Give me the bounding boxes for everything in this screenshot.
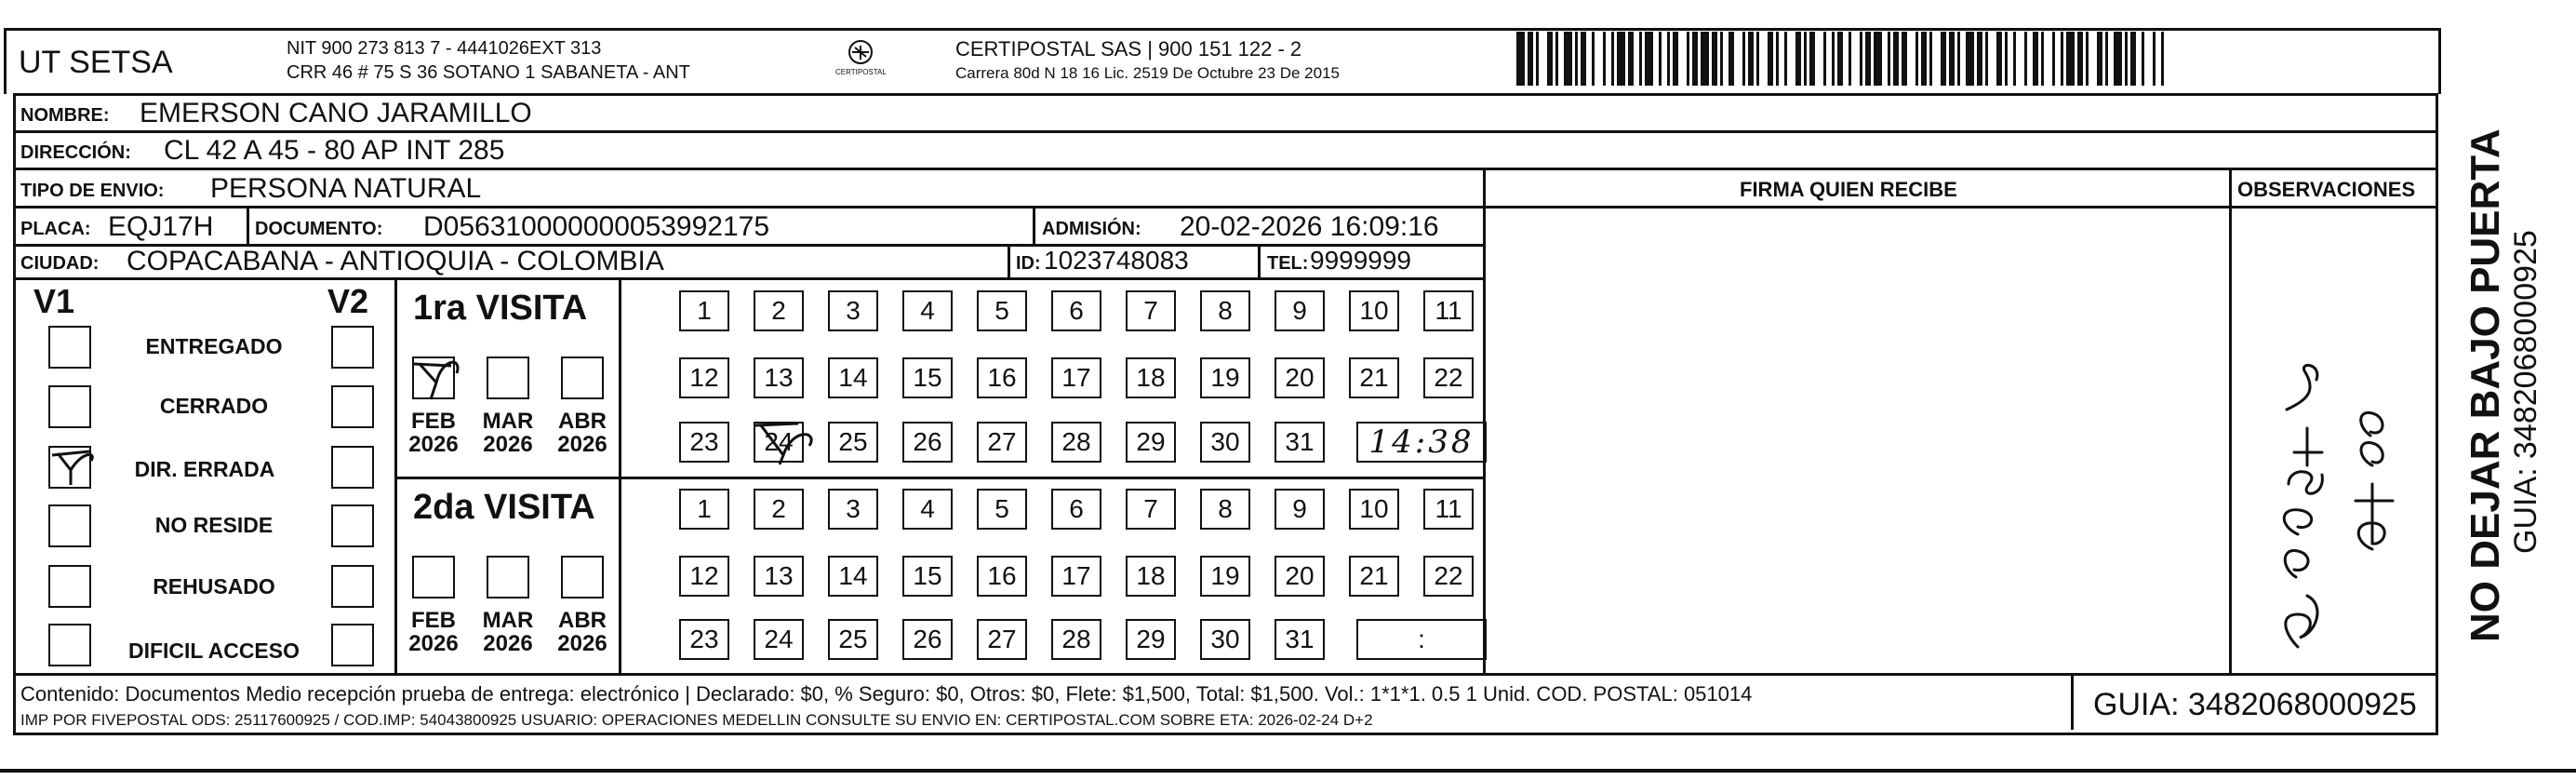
barcode-bar	[2033, 32, 2038, 86]
second-visit-day-number: 26	[913, 625, 942, 653]
row-divider	[13, 168, 2436, 170]
first-visit-day-box[interactable]	[1200, 290, 1250, 331]
second-visit-day-number: 6	[1069, 494, 1084, 523]
address-line: CRR 46 # 75 S 36 SOTANO 1 SABANETA - ANT	[287, 62, 690, 83]
second-visit-day-number: 11	[1435, 494, 1462, 523]
barcode-bar	[1949, 32, 1955, 86]
v1-checkbox-dir-errada[interactable]	[48, 446, 91, 489]
first-visit-month-feb-box[interactable]	[412, 356, 455, 399]
barcode-bar	[1837, 32, 1843, 86]
first-visit-month-abr-box[interactable]	[561, 356, 604, 399]
nombre-label: NOMBRE:	[20, 105, 110, 126]
barcode-bar	[2052, 32, 2055, 86]
first-visit-day-box[interactable]	[1349, 357, 1399, 398]
barcode-bar	[1804, 32, 1807, 86]
second-visit-day-number: 20	[1285, 561, 1315, 590]
first-visit-month-mar-label	[475, 410, 541, 456]
barcode-bar	[1645, 32, 1653, 86]
barcode-bar	[2086, 32, 2089, 86]
first-visit-day-number: 31	[1285, 427, 1315, 456]
barcode-bar	[1941, 32, 1946, 86]
ciudad-value: COPACABANA - ANTIOQUIA - COLOMBIA	[127, 246, 664, 276]
second-visit-day-box[interactable]	[828, 619, 878, 660]
barcode-bar	[2097, 32, 2102, 86]
second-visit-day-box[interactable]	[754, 489, 804, 530]
second-visit-day-box[interactable]	[1200, 619, 1250, 660]
barcode-bar	[1547, 32, 1553, 86]
barcode-bar	[1639, 32, 1642, 86]
id-value: 1023748083	[1044, 246, 1189, 275]
barcode-bar	[1795, 32, 1801, 86]
nit-line: NIT 900 273 813 7 - 4441026EXT 313	[287, 38, 602, 59]
first-visit-day-box[interactable]	[1349, 290, 1399, 331]
first-visit-day-number: 16	[987, 363, 1017, 392]
second-visit-day-number: 24	[764, 625, 794, 653]
documento-value: D056310000000053992175	[423, 211, 770, 242]
barcode-bar	[1996, 32, 2002, 86]
first-visit-day-box[interactable]	[1126, 422, 1176, 463]
first-visit-day-box[interactable]	[1423, 357, 1474, 398]
row-divider	[1483, 206, 2436, 208]
row-divider	[13, 130, 2436, 133]
first-visit-day-box[interactable]	[679, 290, 729, 331]
col-divider	[619, 277, 621, 673]
v2-checkbox-entregado[interactable]	[331, 326, 374, 369]
barcode-bar	[1564, 32, 1572, 86]
first-visit-time-value: 14:38	[1368, 424, 1475, 461]
first-visit-title: 1ra VISITA	[413, 289, 588, 328]
barcode-bar	[1592, 32, 1595, 86]
second-visit-day-number: 1	[697, 494, 712, 523]
barcode-bar	[1756, 32, 1759, 86]
second-visit-day-number: 28	[1061, 625, 1091, 653]
second-visit-day-number: 29	[1136, 625, 1166, 653]
second-visit-day-number: 7	[1143, 494, 1158, 523]
barcode-bar	[1823, 32, 1826, 86]
first-visit-day-number: 11	[1435, 296, 1462, 325]
second-visit-month-mar-label	[475, 609, 541, 655]
col-divider	[1008, 244, 1010, 277]
first-visit-day-number: 23	[689, 427, 719, 456]
second-visit-day-box[interactable]	[1200, 489, 1250, 530]
no-dejar-bajo-puerta-warning: NO DEJAR BAJO PUERTA	[2463, 128, 2508, 642]
first-visit-day-box[interactable]	[977, 290, 1027, 331]
second-visit-day-number: 5	[994, 494, 1009, 523]
first-visit-day-number: 25	[838, 427, 868, 456]
month-year: 2026	[408, 432, 459, 458]
second-visit-day-box[interactable]	[1275, 489, 1325, 530]
col-divider	[1033, 206, 1035, 244]
certipostal-line: CERTIPOSTAL SAS | 900 151 122 - 2	[955, 37, 1302, 61]
second-visit-day-box[interactable]	[828, 556, 878, 597]
first-visit-day-number: 13	[764, 363, 794, 392]
first-visit-day-number: 21	[1359, 363, 1389, 392]
second-visit-month-feb-box[interactable]	[412, 556, 455, 598]
first-visit-day-box[interactable]	[902, 422, 953, 463]
barcode-bar	[1849, 32, 1851, 86]
first-visit-day-number: 30	[1210, 427, 1240, 456]
col-divider	[2071, 673, 2074, 730]
direccion-value: CL 42 A 45 - 80 AP INT 285	[164, 135, 505, 166]
first-visit-day-number: 24	[764, 427, 794, 456]
barcode-bar	[1728, 32, 1734, 86]
barcode-bar	[2061, 32, 2063, 86]
second-visit-day-box[interactable]	[679, 619, 729, 660]
barcode-bar	[1832, 32, 1835, 86]
second-visit-day-number: 19	[1210, 561, 1240, 590]
first-visit-day-box[interactable]	[828, 357, 878, 398]
first-visit-day-number: 4	[920, 296, 935, 325]
v2-checkbox-cerrado[interactable]	[331, 385, 374, 428]
second-visit-day-box[interactable]	[977, 556, 1027, 597]
first-visit-day-number: 15	[913, 363, 942, 392]
col-divider	[1483, 168, 1486, 673]
barcode-bar	[1902, 32, 1907, 86]
first-visit-day-number: 12	[689, 363, 719, 392]
second-visit-day-box[interactable]	[1423, 556, 1474, 597]
barcode-bar	[1915, 32, 1918, 86]
barcode-image	[1516, 28, 2168, 89]
second-visit-day-number: 15	[913, 561, 942, 590]
v1-label: V1	[33, 282, 75, 320]
second-visit-day-box[interactable]	[754, 556, 804, 597]
tel-value: 9999999	[1310, 246, 1412, 275]
barcode-bar	[2013, 32, 2016, 86]
barcode-bar	[1628, 32, 1634, 86]
v2-checkbox-no-reside[interactable]	[331, 504, 374, 547]
col-divider	[2229, 168, 2232, 673]
documento-label: DOCUMENTO:	[255, 219, 383, 239]
second-visit-day-box[interactable]	[902, 489, 953, 530]
barcode-bar	[1966, 32, 1974, 86]
first-visit-day-box[interactable]	[754, 422, 804, 463]
second-visit-month-abr-box[interactable]	[561, 556, 604, 598]
v1-checkbox-entregado[interactable]	[48, 326, 91, 369]
footer-guia: GUIA: 3482068000925	[2093, 687, 2417, 722]
first-visit-day-box[interactable]	[1051, 357, 1101, 398]
col-divider	[1258, 244, 1261, 277]
second-visit-day-number: 17	[1061, 561, 1091, 590]
handwritten-check-mark-icon	[408, 351, 464, 403]
logo-text: CERTIPOSTAL	[835, 68, 887, 76]
barcode-bar	[2125, 32, 2128, 86]
first-visit-month-abr-label	[550, 410, 615, 456]
second-visit-day-box[interactable]	[679, 489, 729, 530]
first-visit-day-box[interactable]	[828, 422, 878, 463]
second-visit-day-number: 9	[1292, 494, 1307, 523]
second-visit-month-mar-box[interactable]	[487, 556, 529, 598]
barcode-bar	[1748, 32, 1754, 86]
first-visit-day-number: 18	[1136, 363, 1166, 392]
first-visit-day-box[interactable]	[1051, 290, 1101, 331]
first-visit-day-number: 6	[1069, 296, 1084, 325]
option-no-reside: NO RESIDE	[154, 513, 274, 537]
barcode-bar	[2161, 32, 2164, 86]
barcode-bar	[1957, 32, 1960, 86]
barcode-bar	[2077, 32, 2083, 86]
first-visit-day-box[interactable]	[1423, 290, 1474, 331]
barcode-bar	[1617, 32, 1625, 86]
option-dir-errada: DIR. ERRADA	[134, 457, 275, 481]
first-visit-day-box[interactable]	[902, 357, 953, 398]
barcode-bar	[1874, 32, 1882, 86]
barcode-bar	[1768, 32, 1773, 86]
first-visit-day-box[interactable]	[977, 422, 1027, 463]
first-visit-day-box[interactable]	[1126, 357, 1176, 398]
barcode-bar	[1893, 32, 1899, 86]
barcode-bar	[2153, 32, 2156, 86]
second-visit-day-number: 21	[1359, 561, 1389, 590]
second-visit-day-number: 3	[846, 494, 861, 523]
second-visit-day-number: 31	[1285, 625, 1315, 653]
company-name: UT SETSA	[19, 45, 173, 80]
second-visit-day-box[interactable]	[1051, 489, 1101, 530]
second-visit-time-value: :	[1418, 625, 1425, 653]
page-edge-line	[0, 769, 2576, 773]
first-visit-day-box[interactable]	[1126, 290, 1176, 331]
footer-imp: IMP POR FIVEPOSTAL ODS: 25117600925 / COD.IMP: 54043800925 USUARIO: OPERACIONES MEDELLIN CONSULTE SU ENVIO EN: CERTIPOSTAL.COM SOBRE ETA: 2026-02-24 D+2	[20, 711, 1373, 729]
barcode-bar	[1776, 32, 1779, 86]
footer-contenido: Contenido: Documentos Medio recepción prueba de entrega: electrónico | Declarado: $0, % Seguro: $0, Otros: $0, Flete: $1,500, Total: $1,500. Vol.: 1*1*1. 0.5 1 Unid. COD. POSTAL: 051014	[20, 682, 1753, 706]
first-visit-day-box[interactable]	[1275, 422, 1325, 463]
option-rehusado: REHUSADO	[153, 574, 275, 598]
first-visit-day-number: 2	[771, 296, 786, 325]
v2-checkbox-dir-errada[interactable]	[331, 446, 374, 489]
second-visit-day-number: 8	[1218, 494, 1233, 523]
nombre-value: EMERSON CANO JARAMILLO	[140, 98, 532, 128]
month-year: 2026	[483, 631, 533, 657]
second-visit-day-box[interactable]	[679, 556, 729, 597]
barcode-bar	[1603, 32, 1606, 86]
first-visit-day-box[interactable]	[1200, 357, 1250, 398]
first-visit-day-box[interactable]	[754, 290, 804, 331]
second-visit-day-box[interactable]	[1051, 556, 1101, 597]
barcode-bar	[1692, 32, 1698, 86]
first-visit-month-mar-box[interactable]	[487, 356, 529, 399]
second-visit-day-number: 2	[771, 494, 786, 523]
second-visit-day-box[interactable]	[1126, 619, 1176, 660]
first-visit-day-number: 3	[846, 296, 861, 325]
v1-checkbox-cerrado[interactable]	[48, 385, 91, 428]
first-visit-time-box[interactable]	[1356, 422, 1487, 463]
v2-checkbox-rehusado[interactable]	[331, 565, 374, 608]
placa-label: PLACA:	[20, 219, 91, 239]
row-divider	[13, 277, 1483, 280]
second-visit-day-box[interactable]	[1200, 556, 1250, 597]
second-visit-day-number: 22	[1434, 561, 1463, 590]
ciudad-label: CIUDAD:	[20, 253, 100, 274]
second-visit-day-box[interactable]	[977, 619, 1027, 660]
first-visit-day-number: 20	[1285, 363, 1315, 392]
second-visit-day-box[interactable]	[1275, 556, 1325, 597]
barcode-bar	[2130, 32, 2136, 86]
barcode-bar	[1921, 32, 1927, 86]
barcode-bar	[1865, 32, 1871, 86]
second-visit-day-number: 27	[987, 625, 1017, 653]
first-visit-day-number: 5	[994, 296, 1009, 325]
first-visit-day-box[interactable]	[679, 422, 729, 463]
handwritten-check-mark-icon	[45, 442, 100, 489]
barcode-bar	[1701, 32, 1709, 86]
second-visit-title: 2da VISITA	[413, 488, 595, 527]
barcode-bar	[1860, 32, 1862, 86]
barcode-bar	[1712, 32, 1717, 86]
barcode-bar	[1784, 32, 1787, 86]
barcode-bar	[1985, 32, 1988, 86]
second-visit-day-box[interactable]	[1349, 556, 1399, 597]
tel-label: TEL:	[1267, 253, 1309, 274]
placa-value: EQJ17H	[108, 211, 214, 242]
second-visit-day-box[interactable]	[754, 619, 804, 660]
second-visit-day-box[interactable]	[828, 489, 878, 530]
observaciones-handwriting	[2233, 335, 2428, 661]
month-name: FEB	[411, 608, 456, 633]
barcode-bar	[1575, 32, 1578, 86]
barcode-bar	[1555, 32, 1558, 86]
firma-label: FIRMA QUIEN RECIBE	[1740, 178, 1957, 201]
barcode-bar	[1536, 32, 1539, 86]
first-visit-day-number: 29	[1136, 427, 1166, 456]
second-visit-day-box[interactable]	[902, 619, 953, 660]
second-visit-day-box[interactable]	[1423, 489, 1474, 530]
second-visit-day-number: 10	[1359, 494, 1389, 523]
second-visit-day-number: 30	[1210, 625, 1240, 653]
first-visit-day-number: 19	[1210, 363, 1240, 392]
second-visit-day-box[interactable]	[1126, 556, 1176, 597]
first-visit-day-number: 10	[1359, 296, 1389, 325]
second-visit-day-box[interactable]	[1275, 619, 1325, 660]
option-dificil-acceso: DIFICIL ACCESO	[127, 639, 300, 663]
second-visit-day-number: 4	[920, 494, 935, 523]
barcode-bar	[1611, 32, 1614, 86]
v1-checkbox-no-reside[interactable]	[48, 504, 91, 547]
second-visit-day-box[interactable]	[1051, 619, 1101, 660]
barcode-bar	[1742, 32, 1745, 86]
tipo-envio-value: PERSONA NATURAL	[210, 173, 482, 204]
first-visit-day-box[interactable]	[1200, 422, 1250, 463]
barcode-bar	[1667, 32, 1670, 86]
month-name: MAR	[482, 409, 534, 434]
month-name: FEB	[411, 409, 456, 434]
first-visit-day-number: 9	[1292, 296, 1307, 325]
barcode-bar	[1516, 32, 1525, 86]
barcode-bar	[2024, 32, 2027, 86]
v2-label: V2	[327, 282, 369, 320]
second-visit-day-number: 18	[1136, 561, 1166, 590]
barcode-bar	[2105, 32, 2108, 86]
col-divider	[247, 206, 249, 244]
barcode-bar	[1888, 32, 1890, 86]
second-visit-day-box[interactable]	[1349, 489, 1399, 530]
second-visit-day-number: 13	[764, 561, 794, 590]
direccion-label: DIRECCIÓN:	[20, 142, 131, 163]
second-visit-day-number: 16	[987, 561, 1017, 590]
barcode-bar	[2005, 32, 2008, 86]
first-visit-day-number: 17	[1061, 363, 1091, 392]
barcode-bar	[1528, 32, 1533, 86]
v2-checkbox-dificil-acceso[interactable]	[331, 624, 374, 666]
visit-divider	[394, 477, 1483, 479]
first-visit-day-number: 1	[697, 296, 712, 325]
second-visit-day-number: 12	[689, 561, 719, 590]
second-visit-day-box[interactable]	[902, 556, 953, 597]
row-divider	[13, 206, 1483, 208]
barcode-bar	[1673, 32, 1678, 86]
month-name: ABR	[558, 608, 607, 633]
first-visit-day-box[interactable]	[754, 357, 804, 398]
first-visit-day-box[interactable]	[902, 290, 953, 331]
month-year: 2026	[557, 432, 607, 458]
option-cerrado: CERRADO	[159, 394, 269, 418]
first-visit-day-box[interactable]	[1275, 357, 1325, 398]
observaciones-label: OBSERVACIONES	[2237, 178, 2416, 201]
first-visit-day-number: 14	[838, 363, 868, 392]
first-visit-day-number: 28	[1061, 427, 1091, 456]
second-visit-month-feb-label	[401, 609, 466, 655]
first-visit-day-number: 22	[1434, 363, 1463, 392]
month-name: MAR	[482, 608, 534, 633]
second-visit-day-box[interactable]	[977, 489, 1027, 530]
id-label: ID:	[1016, 253, 1041, 274]
second-visit-month-abr-label	[550, 609, 615, 655]
carrera-line: Carrera 80d N 18 16 Lic. 2519 De Octubre 23 De 2015	[955, 64, 1340, 82]
second-visit-day-number: 14	[838, 561, 868, 590]
month-year: 2026	[557, 631, 607, 657]
certipostal-logo	[833, 37, 888, 82]
barcode-bar	[2066, 32, 2075, 86]
tipo-envio-label: TIPO DE ENVIO:	[20, 181, 165, 201]
barcode-bar	[1687, 32, 1689, 86]
month-year: 2026	[408, 631, 459, 657]
first-visit-day-box[interactable]	[679, 357, 729, 398]
barcode-bar	[1929, 32, 1932, 86]
second-visit-day-number: 23	[689, 625, 719, 653]
handwritten-cross-mark-icon	[752, 418, 817, 466]
v1-checkbox-rehusado[interactable]	[48, 565, 91, 608]
first-visit-day-box[interactable]	[828, 290, 878, 331]
barcode-bar	[2041, 32, 2044, 86]
col-divider	[394, 277, 397, 673]
admision-value: 20-02-2026 16:09:16	[1180, 211, 1439, 242]
barcode-bar	[1581, 32, 1586, 86]
first-visit-day-number: 8	[1218, 296, 1233, 325]
barcode-bar	[1977, 32, 1982, 86]
second-visit-day-box[interactable]	[1126, 489, 1176, 530]
side-guia-number: GUIA: 3482068000925	[2508, 230, 2543, 554]
admision-label: ADMISIÓN:	[1042, 219, 1141, 239]
first-visit-day-number: 27	[987, 427, 1017, 456]
barcode-bar	[1720, 32, 1723, 86]
first-visit-month-feb-label	[401, 410, 466, 456]
second-visit-time-box[interactable]	[1356, 619, 1487, 660]
barcode-bar	[2142, 32, 2144, 86]
first-visit-day-box[interactable]	[977, 357, 1027, 398]
first-visit-day-box[interactable]	[1051, 422, 1101, 463]
first-visit-day-number: 26	[913, 427, 942, 456]
first-visit-day-box[interactable]	[1275, 290, 1325, 331]
barcode-bar	[1659, 32, 1662, 86]
month-year: 2026	[483, 432, 533, 458]
v1-checkbox-dificil-acceso[interactable]	[48, 624, 91, 666]
barcode-bar	[1809, 32, 1815, 86]
month-name: ABR	[558, 409, 607, 434]
barcode-bar	[2114, 32, 2122, 86]
second-visit-day-number: 25	[838, 625, 868, 653]
option-entregado: ENTREGADO	[145, 334, 283, 358]
first-visit-day-number: 7	[1143, 296, 1158, 325]
